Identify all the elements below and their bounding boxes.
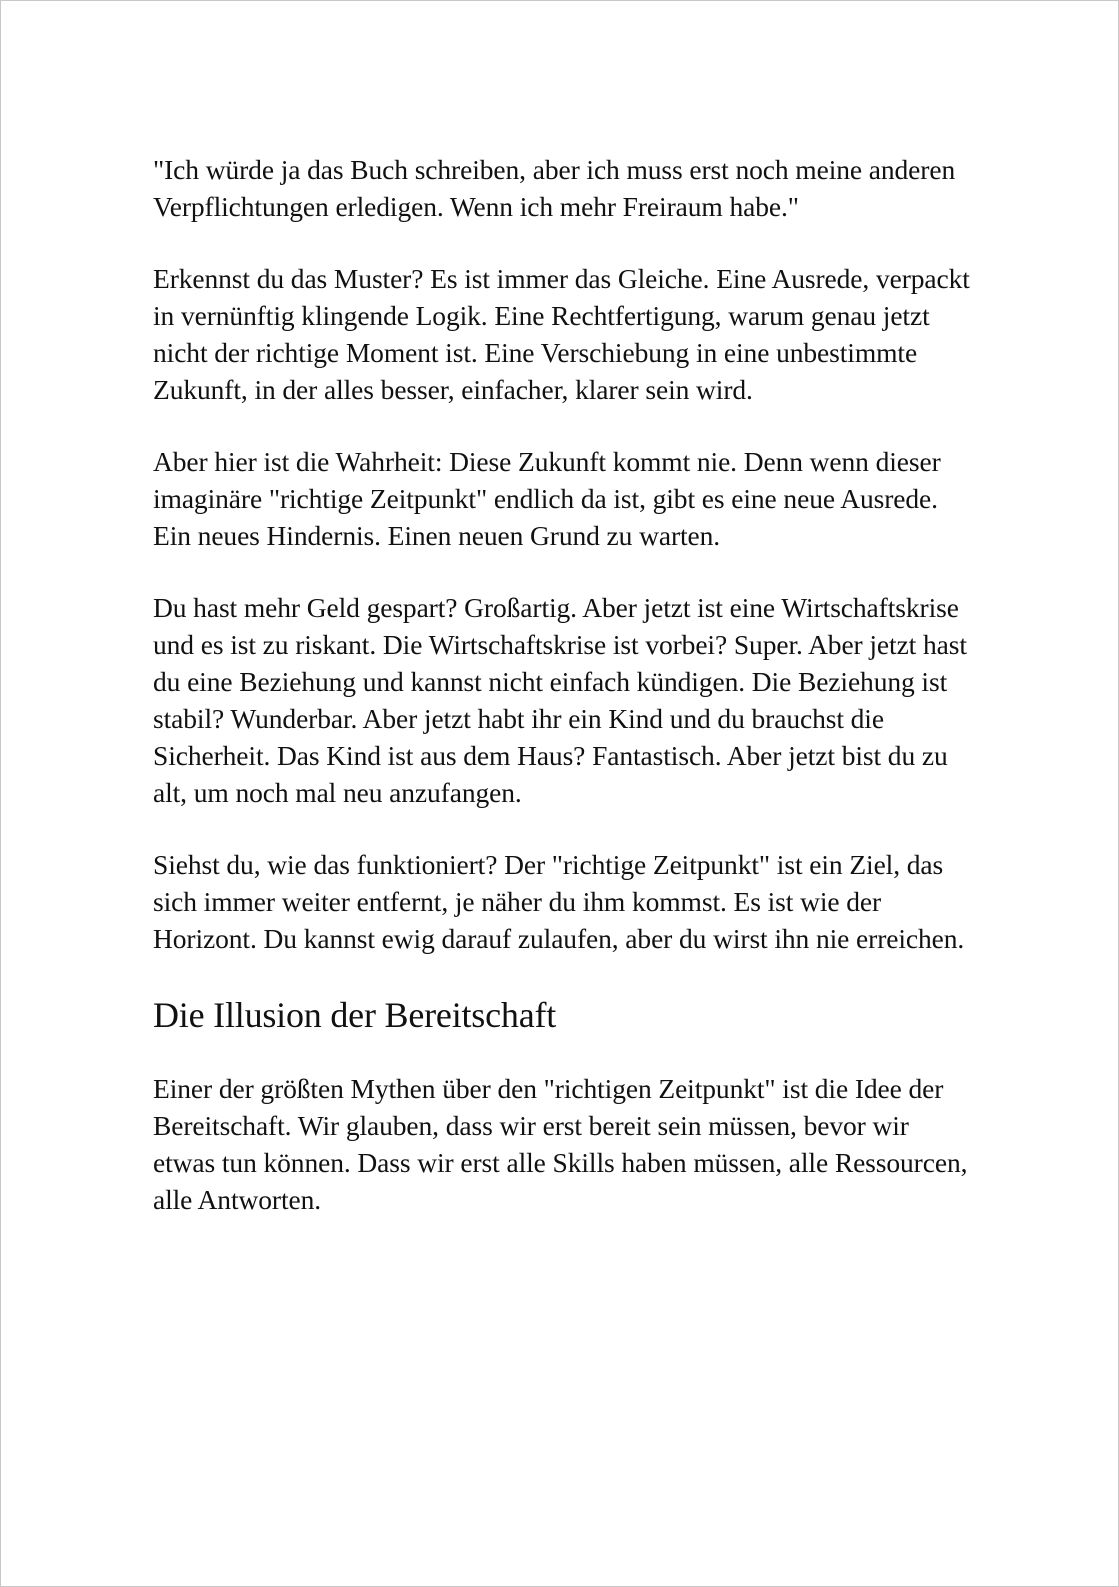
document-body (153, 151, 975, 1253)
paragraph: Einer der größten Mythen über den "richtigen Zeitpunkt" ist die Idee der Bereitschaft. Wir glauben, dass wir erst bereit sein müssen, bevor wir etwas tun können. Dass wir erst alle Skills haben müssen, alle Ressourcen, alle Antworten. (153, 1073, 968, 1215)
section-heading: Die Illusion der Bereitschaft (153, 995, 557, 1035)
paragraph: Aber hier ist die Wahrheit: Diese Zukunft kommt nie. Denn wenn dieser imaginäre "richtige Zeitpunkt" endlich da ist, gibt es eine neue Ausrede. Ein neues Hindernis. Einen neuen Grund zu warten. (153, 446, 941, 551)
paragraph: Siehst du, wie das funktioniert? Der "richtige Zeitpunkt" ist ein Ziel, das sich immer weiter entfernt, je näher du ihm kommst. Es ist wie der Horizont. Du kannst ewig darauf zulaufen, aber du wirst ihn nie erreichen. (153, 849, 965, 954)
paragraph: "Ich würde ja das Buch schreiben, aber ich muss erst noch meine anderen Verpflichtungen erledigen. Wenn ich mehr Freiraum habe." (153, 154, 956, 222)
paragraph: Du hast mehr Geld gespart? Großartig. Aber jetzt ist eine Wirtschaftskrise und es ist zu riskant. Die Wirtschaftskrise ist vorbei? Super. Aber jetzt hast du eine Beziehung und kannst nicht einfach kündigen. Die Beziehung ist stabil? Wunderbar. Aber jetzt habt ihr ein Kind und du brauchst die Sicherheit. Das Kind ist aus dem Haus? Fantastisch. Aber jetzt bist du zu alt, um noch mal neu anzufangen. (153, 592, 967, 808)
paragraph: Erkennst du das Muster? Es ist immer das Gleiche. Eine Ausrede, verpackt in vernünftig klingende Logik. Eine Rechtfertigung, warum genau jetzt nicht der richtige Moment ist. Eine Verschiebung in eine unbestimmte Zukunft, in der alles besser, einfacher, klarer sein wird. (153, 263, 970, 405)
